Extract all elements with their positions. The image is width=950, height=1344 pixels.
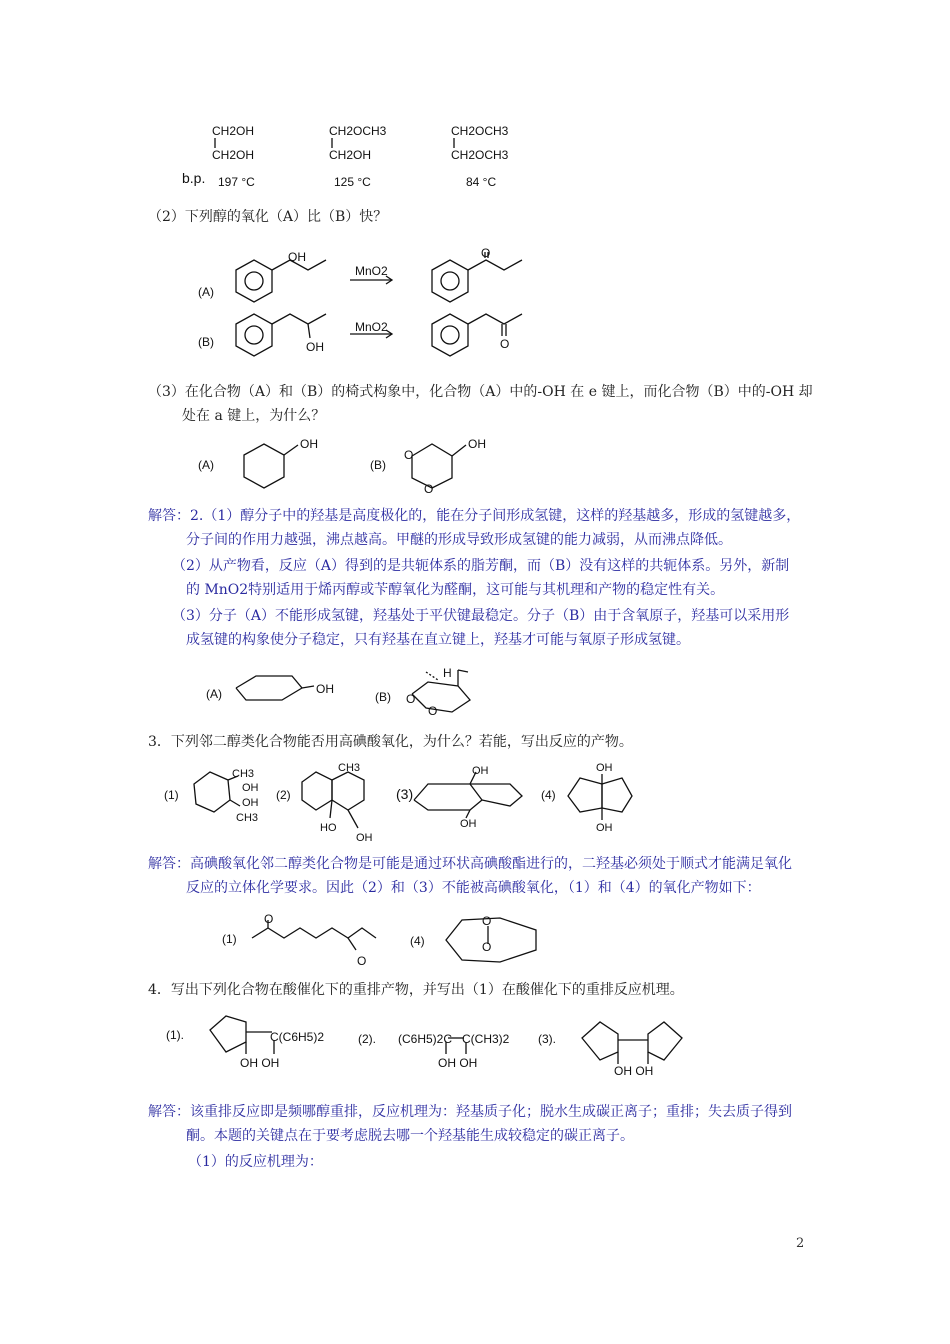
q2-o-b: O: [500, 337, 510, 351]
q4-1-ohoh: OH OH: [240, 1056, 280, 1070]
q3-line1: （3）在化合物（A）和（B）的椅式构象中，化合物（A）中的-OH 在 e 键上，而化合物（B）中的-OH 却: [148, 384, 813, 400]
q3-3-oh-bottom: OH: [460, 818, 477, 830]
q3-label-a: (A): [198, 458, 214, 472]
ans3-line1: 解答：高碘酸氧化邻二醇类化合物是可能是通过环状高碘酸酯进行的，二羟基必须处于顺式才能满足氧化: [148, 856, 792, 872]
ans2-p1-line2: 分子间的作用力越强，沸点越高。甲醚的形成导致形成氢键的能力减弱，从而沸点降低。: [186, 532, 732, 548]
compound3-bp: 84 °C: [466, 175, 497, 189]
ans2-label-a: (A): [206, 687, 222, 701]
q2-label-b: (B): [198, 335, 214, 349]
q3-2-ho: HO: [320, 822, 337, 834]
q3-oh-a: OH: [300, 437, 318, 451]
q2-text: （2）下列醇的氧化（A）比（B）快？: [148, 209, 388, 225]
compound1-line2: CH2OH: [212, 148, 255, 162]
q4-text: 4．写出下列化合物在酸催化下的重排产物，并写出（1）在酸催化下的重排反应机理。: [148, 982, 684, 998]
ans3-o-1b: O: [357, 954, 367, 968]
q3-2-ch3: CH3: [338, 762, 361, 774]
ans2-o2: O: [428, 704, 438, 718]
ans3-o-1a: O: [264, 912, 274, 926]
q3-1-ch3-top: CH3: [232, 768, 255, 780]
q4-label-2: (2).: [358, 1032, 376, 1046]
q3-o2: O: [424, 482, 434, 496]
compound1-line1: CH2OH: [212, 124, 255, 138]
q3-label-4: (4): [541, 788, 556, 802]
q3-1-oh-bottom: OH: [242, 797, 259, 809]
q2-reagent-a: MnO2: [355, 264, 388, 278]
ans2-h: H: [443, 666, 452, 680]
q3-label-b: (B): [370, 458, 386, 472]
ans2-p3-line1: （3）分子（A）不能形成氢键，羟基处于平伏键最稳定。分子（B）由于含氧原子，羟基可以采用形: [172, 608, 790, 624]
q4-2-c6h5: (C6H5)2C: [398, 1032, 453, 1046]
q4-2-ohoh: OH OH: [438, 1056, 478, 1070]
q4-label-1: (1).: [166, 1028, 184, 1042]
q4-1-c6h5: C(C6H5)2: [270, 1030, 325, 1044]
q3-oh-b: OH: [468, 437, 486, 451]
ans2-oh-a: OH: [316, 682, 334, 696]
ans2-o1: O: [406, 692, 416, 706]
compound2-line1: CH2OCH3: [329, 124, 387, 138]
q3-main-text: 3．下列邻二醇类化合物能否用高碘酸氧化，为什么？若能，写出反应的产物。: [148, 734, 633, 750]
q4-3-ohoh: OH OH: [614, 1064, 654, 1078]
bp-label: b.p.: [182, 170, 206, 186]
q3-line2: 处在 a 键上，为什么？: [182, 408, 326, 424]
ans3-o-4a: O: [482, 940, 492, 954]
q4-2-ch3: C(CH3)2: [462, 1032, 510, 1046]
q3-4-oh-top: OH: [596, 762, 613, 774]
q3-3-oh-top: OH: [472, 765, 489, 777]
ans2-p3-line2: 成氢键的构象使分子稳定，只有羟基在直立键上，羟基才可能与氧原子形成氢键。: [186, 632, 690, 648]
compound3-line1: CH2OCH3: [451, 124, 509, 138]
compound2-line2: CH2OH: [329, 148, 372, 162]
ans4-line1: 解答：该重排反应即是频哪醇重排，反应机理为：羟基质子化；脱水生成碳正离子；重排；失去质子得到: [148, 1104, 792, 1120]
q3-4-oh-bottom: OH: [596, 822, 613, 834]
q3-label-1: (1): [164, 788, 179, 802]
q2-oh-b: OH: [306, 340, 324, 354]
ans3-line2: 反应的立体化学要求。因此（2）和（3）不能被高碘酸氧化，（1）和（4）的氧化产物如下：: [186, 880, 761, 896]
q3-label-3: (3): [396, 786, 414, 802]
compound3-line2: CH2OCH3: [451, 148, 509, 162]
ans3-label-1: (1): [222, 932, 237, 946]
page-number: 2: [796, 1236, 805, 1251]
q3-1-oh-top: OH: [242, 782, 259, 794]
ans2-p1-line1: 解答：2.（1）醇分子中的羟基是高度极化的，能在分子间形成氢键，这样的羟基越多，形成的氢键越多，: [148, 508, 801, 524]
ans3-o-4b: O: [482, 914, 492, 928]
q4-label-3: (3).: [538, 1032, 556, 1046]
q2-label-a: (A): [198, 285, 214, 299]
q2-o-a: O: [481, 246, 491, 260]
ans2-p2-line1: （2）从产物看，反应（A）得到的是共轭体系的脂芳酮，而（B）没有这样的共轭体系。另外，新制: [172, 558, 790, 574]
q2-reagent-b: MnO2: [355, 320, 388, 334]
q3-1-ch3-bottom: CH3: [236, 812, 259, 824]
ans2-label-b: (B): [375, 690, 391, 704]
ans4-line3: （1）的反应机理为：: [188, 1154, 323, 1170]
compound1-bp: 197 °C: [218, 175, 255, 189]
ans2-p2-line2: 的 MnO2特别适用于烯丙醇或苄醇氧化为醛酮，这可能与其机理和产物的稳定性有关。: [186, 582, 725, 598]
q3-label-2: (2): [276, 788, 291, 802]
q3-2-oh: OH: [356, 832, 373, 844]
compound2-bp: 125 °C: [334, 175, 371, 189]
ans4-line2: 酮。本题的关键点在于要考虑脱去哪一个羟基能生成较稳定的碳正离子。: [186, 1128, 634, 1144]
ans3-label-4: (4): [410, 934, 425, 948]
q3-o1: O: [404, 448, 414, 462]
q2-oh-a: OH: [288, 250, 306, 264]
